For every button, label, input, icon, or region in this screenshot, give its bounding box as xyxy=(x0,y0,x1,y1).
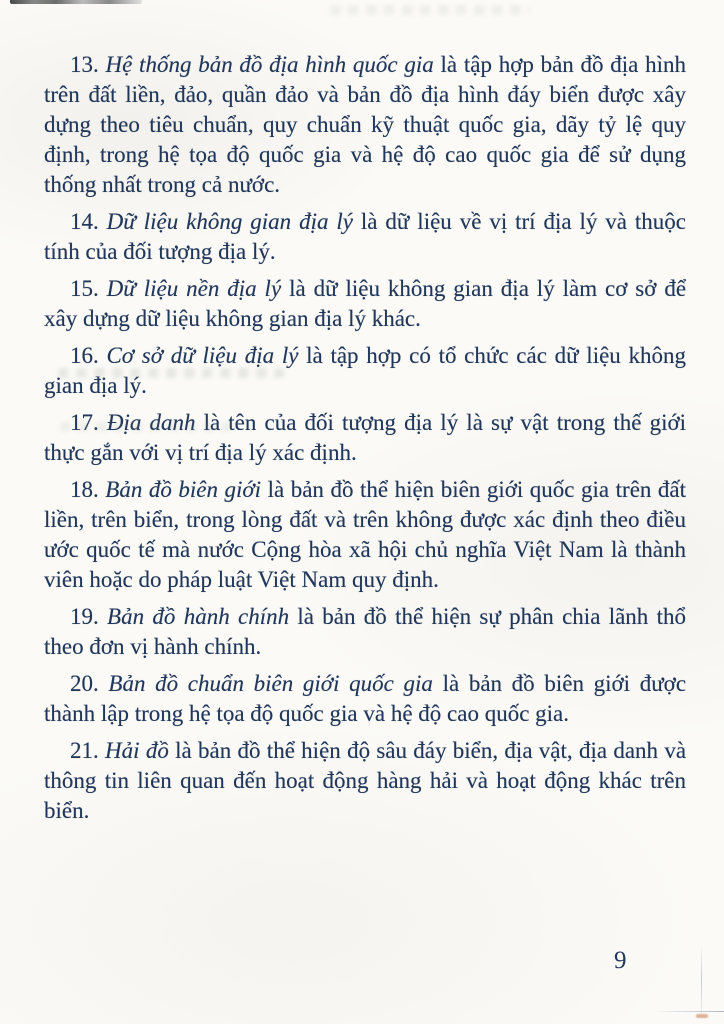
definition-term: Dữ liệu nền địa lý xyxy=(106,276,282,301)
scan-line-artifact-horizontal xyxy=(652,1011,724,1012)
definition-item-21 xyxy=(44,736,686,826)
definition-item-17 xyxy=(44,408,686,468)
definition-number: 14. xyxy=(70,209,99,234)
definition-number: 17. xyxy=(70,410,99,435)
definition-item-14 xyxy=(44,207,686,267)
definition-term: Hải đồ xyxy=(105,738,169,763)
definition-text: là tên của đối tượng địa lý là sự vật trong thế giới thực gắn với vị trí địa lý xác định. xyxy=(44,410,687,465)
scan-line-artifact-vertical xyxy=(701,944,702,1014)
definition-item-15 xyxy=(44,274,686,334)
definition-text: là tập hợp có tổ chức các dữ liệu không gian địa lý. xyxy=(44,343,687,398)
definition-text: là bản đồ thể hiện biên giới quốc gia trên đất liền, trên biển, trong lòng đất và trên không được xác định theo điều ước quốc tế mà nước Cộng hòa xã hội chủ nghĩa Việt Nam là thành viên hoặc do pháp luật Việt Nam quy định. xyxy=(44,477,687,592)
page-number: 9 xyxy=(614,947,627,974)
scan-speck-artifact xyxy=(696,1014,708,1018)
definition-number: 20. xyxy=(70,671,99,696)
definition-text: là dữ liệu về vị trí địa lý và thuộc tính của đối tượng địa lý. xyxy=(44,209,687,264)
definition-item-13 xyxy=(44,50,686,200)
definition-term: Dữ liệu không gian địa lý xyxy=(106,209,353,234)
definition-text: là bản đồ thể hiện sự phân chia lãnh thổ theo đơn vị hành chính. xyxy=(44,604,686,659)
definition-term: Cơ sở dữ liệu địa lý xyxy=(106,343,299,368)
scan-bleedthrough-ghost xyxy=(60,422,240,432)
definition-item-19 xyxy=(44,602,686,662)
definition-term: Bản đồ biên giới xyxy=(105,477,262,502)
definition-text: là bản đồ thể hiện độ sâu đáy biển, địa vật, địa danh và thông tin liên quan đến hoạt động hàng hải và hoạt động khác trên biển. xyxy=(44,738,687,823)
definition-number: 18. xyxy=(70,477,99,502)
definition-item-20 xyxy=(44,669,686,729)
scan-bleedthrough-ghost xyxy=(58,368,288,378)
definition-text: là tập hợp bản đồ địa hình trên đất liền, đảo, quần đảo và bản đồ địa hình đáy biển được xây dựng theo tiêu chuẩn, quy chuẩn kỹ thuật quốc gia, dãy tỷ lệ quy định, trong hệ tọa độ quốc gia và hệ độ cao quốc gia để sử dụng thống nhất trong cả nước. xyxy=(44,52,687,197)
definition-term: Địa danh xyxy=(106,410,196,435)
definition-item-18 xyxy=(44,475,686,595)
scan-bleedthrough-ghost xyxy=(330,5,530,15)
definition-number: 13. xyxy=(70,52,99,77)
scan-smudge-top-left xyxy=(10,0,142,4)
definition-text: là bản đồ biên giới được thành lập trong hệ tọa độ quốc gia và hệ độ cao quốc gia. xyxy=(44,671,687,726)
document-body xyxy=(44,50,686,826)
definition-number: 21. xyxy=(70,738,99,763)
definition-term: Hệ thống bản đồ địa hình quốc gia xyxy=(105,52,434,77)
definition-term: Bản đồ hành chính xyxy=(107,604,290,629)
definition-number: 16. xyxy=(70,343,99,368)
definition-number: 15. xyxy=(70,276,99,301)
definition-number: 19. xyxy=(70,604,99,629)
definition-text: là dữ liệu không gian địa lý làm cơ sở để xây dựng dữ liệu không gian địa lý khác. xyxy=(44,276,687,331)
definition-term: Bản đồ chuẩn biên giới quốc gia xyxy=(108,671,433,696)
